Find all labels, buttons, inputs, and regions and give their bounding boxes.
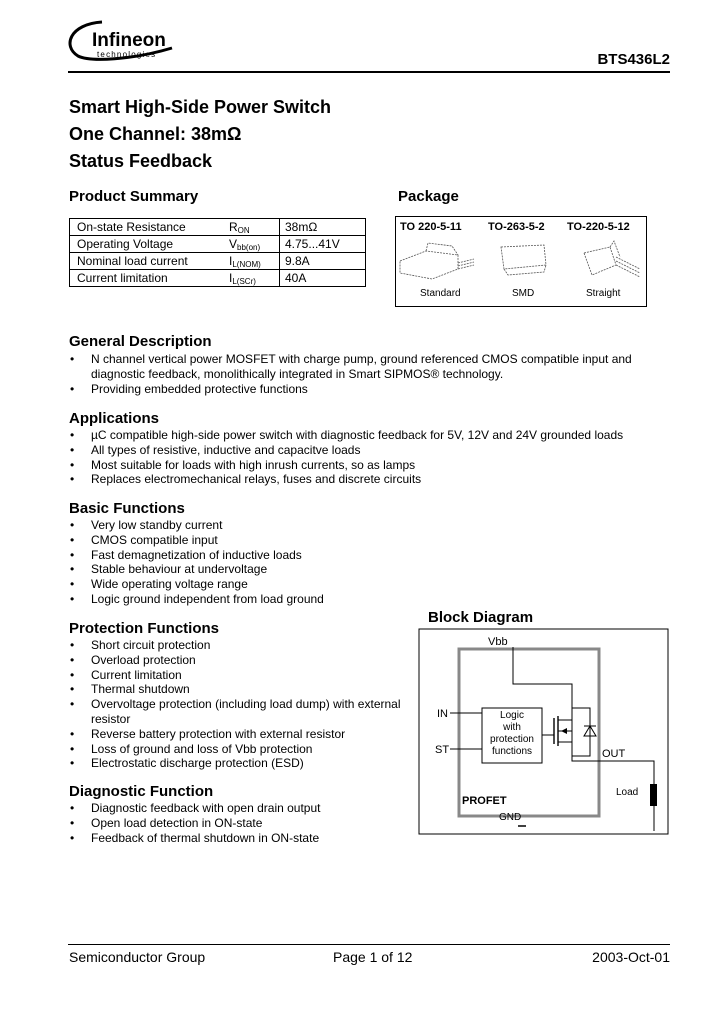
list-item: • CMOS compatible input bbox=[69, 533, 649, 548]
package-name-3: TO-220-5-12 bbox=[567, 221, 630, 233]
profet-label: PROFET bbox=[462, 795, 507, 807]
protection-functions-heading: Protection Functions bbox=[69, 620, 219, 637]
list-item: • Very low standby current bbox=[69, 518, 649, 533]
list-item: • Stable behaviour at undervoltage bbox=[69, 562, 649, 577]
logic-line-3: protection bbox=[490, 734, 534, 745]
applications-heading: Applications bbox=[69, 410, 160, 427]
list-item: • Open load detection in ON-state bbox=[69, 816, 409, 831]
list-item: • N channel vertical power MOSFET with charge pump, ground referenced CMOS compatible input and diagnostic feedback, monolithically integrated in Smart SIPMOS® technology. bbox=[69, 352, 649, 382]
table-row: Nominal load current $I_{L(NOM)}$ 9.8A bbox=[70, 253, 366, 270]
package-type-3: Straight bbox=[586, 288, 621, 299]
table-row: Operating Voltage $V_{bb(on)}$ 4.75...41V bbox=[70, 236, 366, 253]
footer-left: Semiconductor Group bbox=[69, 949, 206, 965]
applications-list bbox=[69, 428, 649, 487]
load-label: Load bbox=[616, 787, 639, 798]
package-type-2: SMD bbox=[512, 288, 535, 299]
title-line-1: Smart High-Side Power Switch bbox=[69, 97, 332, 117]
st-label: ST bbox=[435, 744, 450, 756]
list-item: • Overvoltage protection (including load dump) with external resistor bbox=[69, 697, 409, 727]
title-line-2: One Channel: 38mΩ bbox=[69, 124, 242, 144]
list-item: • Short circuit protection bbox=[69, 638, 409, 653]
list-item: • Most suitable for loads with high inrush currents, so as lamps bbox=[69, 458, 649, 473]
list-item: • Providing embedded protective functions bbox=[69, 382, 649, 397]
part-number: BTS436L2 bbox=[597, 51, 670, 68]
list-item: • Overload protection bbox=[69, 653, 409, 668]
diagnostic-function-heading: Diagnostic Function bbox=[69, 783, 214, 800]
footer-date: 2003-Oct-01 bbox=[592, 949, 670, 965]
list-item: • Electrostatic discharge protection (ESD) bbox=[69, 756, 409, 771]
product-summary-table bbox=[69, 218, 366, 287]
diagnostic-function-list bbox=[69, 801, 409, 845]
gnd-label: GND bbox=[499, 812, 522, 823]
list-item: • Replaces electromechanical relays, fuses and discrete circuits bbox=[69, 472, 649, 487]
package-drawings bbox=[396, 235, 646, 285]
general-description-heading: General Description bbox=[69, 333, 212, 350]
basic-functions-heading: Basic Functions bbox=[69, 500, 185, 517]
logo-sub-text: technologies bbox=[97, 50, 157, 59]
general-description-list bbox=[69, 352, 649, 396]
block-diagram bbox=[418, 628, 670, 836]
list-item: • Thermal shutdown bbox=[69, 682, 409, 697]
logo-main-text: Infineon bbox=[92, 30, 166, 51]
table-row: Current limitation $I_{L(SCr)}$ 40A bbox=[70, 270, 366, 287]
logic-line-2: with bbox=[503, 722, 521, 733]
footer-rule bbox=[68, 944, 670, 945]
package-box bbox=[395, 216, 647, 307]
list-item: • Logic ground independent from load ground bbox=[69, 592, 649, 607]
list-item: • Current limitation bbox=[69, 668, 409, 683]
list-item: • Feedback of thermal shutdown in ON-state bbox=[69, 831, 409, 846]
infineon-logo bbox=[62, 16, 194, 62]
package-heading: Package bbox=[398, 188, 459, 205]
package-name-2: TO-263-5-2 bbox=[488, 221, 545, 233]
header-rule bbox=[68, 71, 670, 73]
list-item: • Loss of ground and loss of Vbb protection bbox=[69, 742, 409, 757]
list-item: • Diagnostic feedback with open drain output bbox=[69, 801, 409, 816]
list-item: • Wide operating voltage range bbox=[69, 577, 649, 592]
logic-line-4: functions bbox=[491, 746, 533, 757]
in-label: IN bbox=[437, 708, 448, 720]
package-name-1: TO 220-5-11 bbox=[400, 221, 462, 233]
protection-functions-list bbox=[69, 638, 409, 771]
list-item: • All types of resistive, inductive and capacitve loads bbox=[69, 443, 649, 458]
package-type-1: Standard bbox=[420, 288, 461, 299]
out-label: OUT bbox=[602, 748, 626, 760]
list-item: • µC compatible high-side power switch with diagnostic feedback for 5V, 12V and 24V grounded loads bbox=[69, 428, 649, 443]
product-summary-heading: Product Summary bbox=[69, 188, 199, 205]
block-diagram-heading: Block Diagram bbox=[428, 609, 534, 626]
title-line-3: Status Feedback bbox=[69, 151, 213, 171]
list-item: • Reverse battery protection with external resistor bbox=[69, 727, 409, 742]
logic-line-1: Logic bbox=[500, 710, 524, 721]
vbb-label: Vbb bbox=[488, 636, 508, 648]
basic-functions-list bbox=[69, 518, 649, 607]
footer-page-number: Page 1 of 12 bbox=[333, 949, 413, 965]
table-row: On-state Resistance $R_{ON}$ 38mΩ bbox=[70, 219, 366, 236]
list-item: • Fast demagnetization of inductive loads bbox=[69, 548, 649, 563]
